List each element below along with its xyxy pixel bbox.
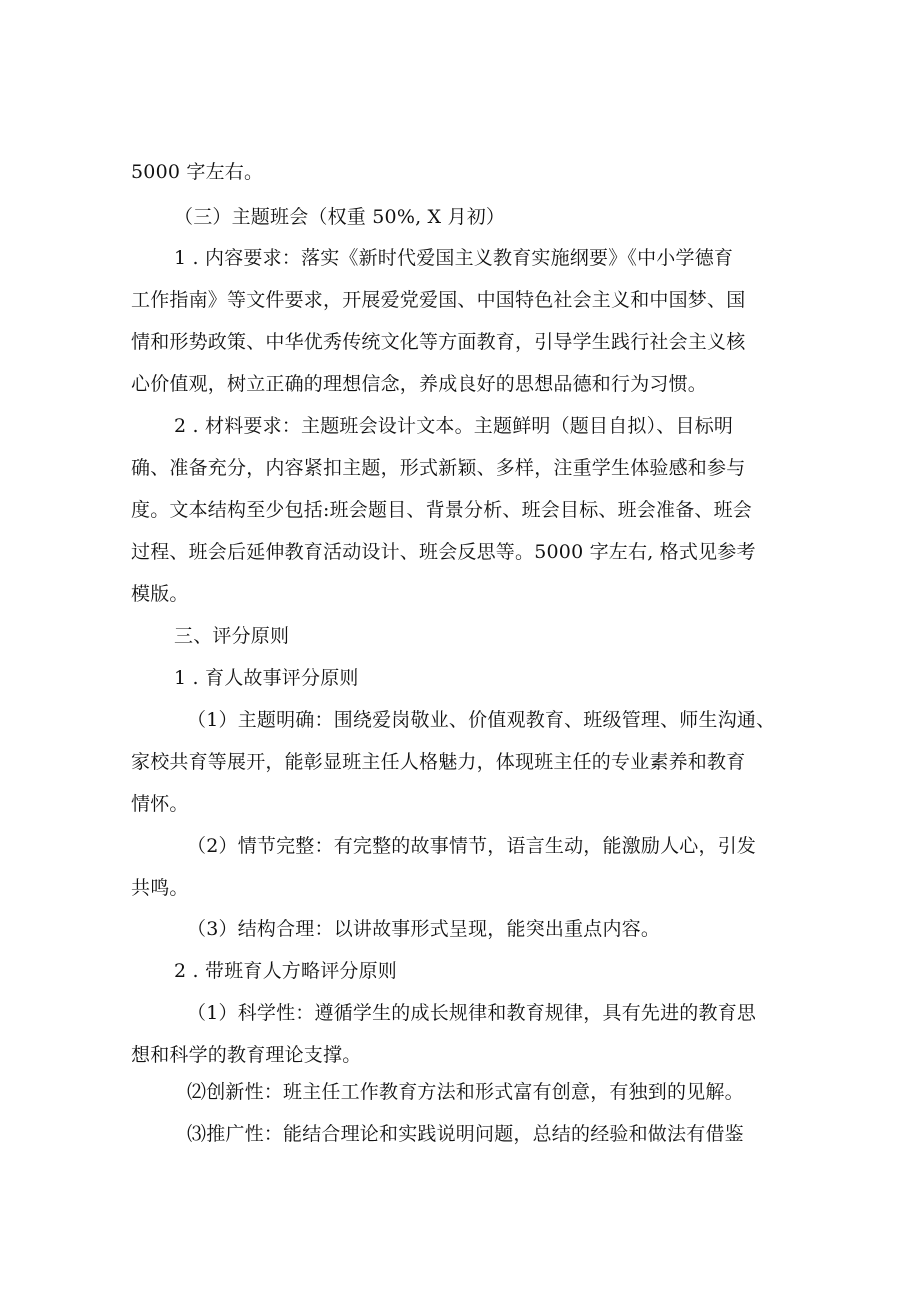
strategy-scientific-line-2: 想和科学的教育理论支撑。 xyxy=(131,1044,362,1066)
strategy-promotion-line: ⑶推广性：能结合理论和实践说明问题，总结的经验和做法有借鉴 xyxy=(187,1123,744,1145)
section-heading-scoring-principles: 三、评分原则 xyxy=(174,625,290,647)
subheading-story-scoring: 1 . 育人故事评分原则 xyxy=(174,667,359,689)
story-theme-line-2: 家校共育等展开，能彰显班主任人格魅力，体现班主任的专业素养和教育 xyxy=(131,751,746,773)
text-line-1: 5000 字左右。 xyxy=(131,161,264,183)
material-requirement-line-4: 过程、班会后延伸教育活动设计、班会反思等。5000 字左右, 格式见参考 xyxy=(131,541,756,563)
story-plot-line-1: （2）情节完整：有完整的故事情节，语言生动，能激励人心，引发 xyxy=(187,835,757,857)
content-requirement-line-3: 情和形势政策、中华优秀传统文化等方面教育，引导学生践行社会主义核 xyxy=(131,331,746,353)
material-requirement-line-2: 确、准备充分，内容紧扣主题，形式新颖、多样，注重学生体验感和参与 xyxy=(131,457,746,479)
strategy-innovation-line: ⑵创新性：班主任工作教育方法和形式富有创意，有独到的见解。 xyxy=(187,1081,744,1103)
story-plot-line-2: 共鸣。 xyxy=(131,877,189,899)
material-requirement-line-5: 模版。 xyxy=(131,583,189,605)
subheading-strategy-scoring: 2 . 带班育人方略评分原则 xyxy=(174,960,398,982)
content-requirement-line-2: 工作指南》等文件要求，开展爱党爱国、中国特色社会主义和中国梦、国 xyxy=(131,289,746,311)
section-heading-class-meeting: （三）主题班会（权重 50%, X 月初） xyxy=(174,206,506,228)
content-requirement-line-4: 心价值观，树立正确的理想信念，养成良好的思想品德和行为习惯。 xyxy=(131,373,708,395)
material-requirement-line-1: 2 . 材料要求：主题班会设计文本。主题鲜明（题目自拟）、目标明 xyxy=(174,415,734,437)
strategy-scientific-line-1: （1）科学性：遵循学生的成长规律和教育规律，具有先进的教育思 xyxy=(187,1002,757,1024)
story-structure-line: （3）结构合理：以讲故事形式呈现，能突出重点内容。 xyxy=(187,918,661,940)
story-theme-line-3: 情怀。 xyxy=(131,793,189,815)
story-theme-line-1: （1）主题明确：围绕爱岗敬业、价值观教育、班级管理、师生沟通、 xyxy=(187,709,776,731)
material-requirement-line-3: 度。文本结构至少包括:班会题目、背景分析、班会目标、班会准备、班会 xyxy=(131,499,753,521)
content-requirement-line-1: 1 . 内容要求：落实《新时代爱国主义教育实施纲要》《中小学德育 xyxy=(174,247,734,269)
